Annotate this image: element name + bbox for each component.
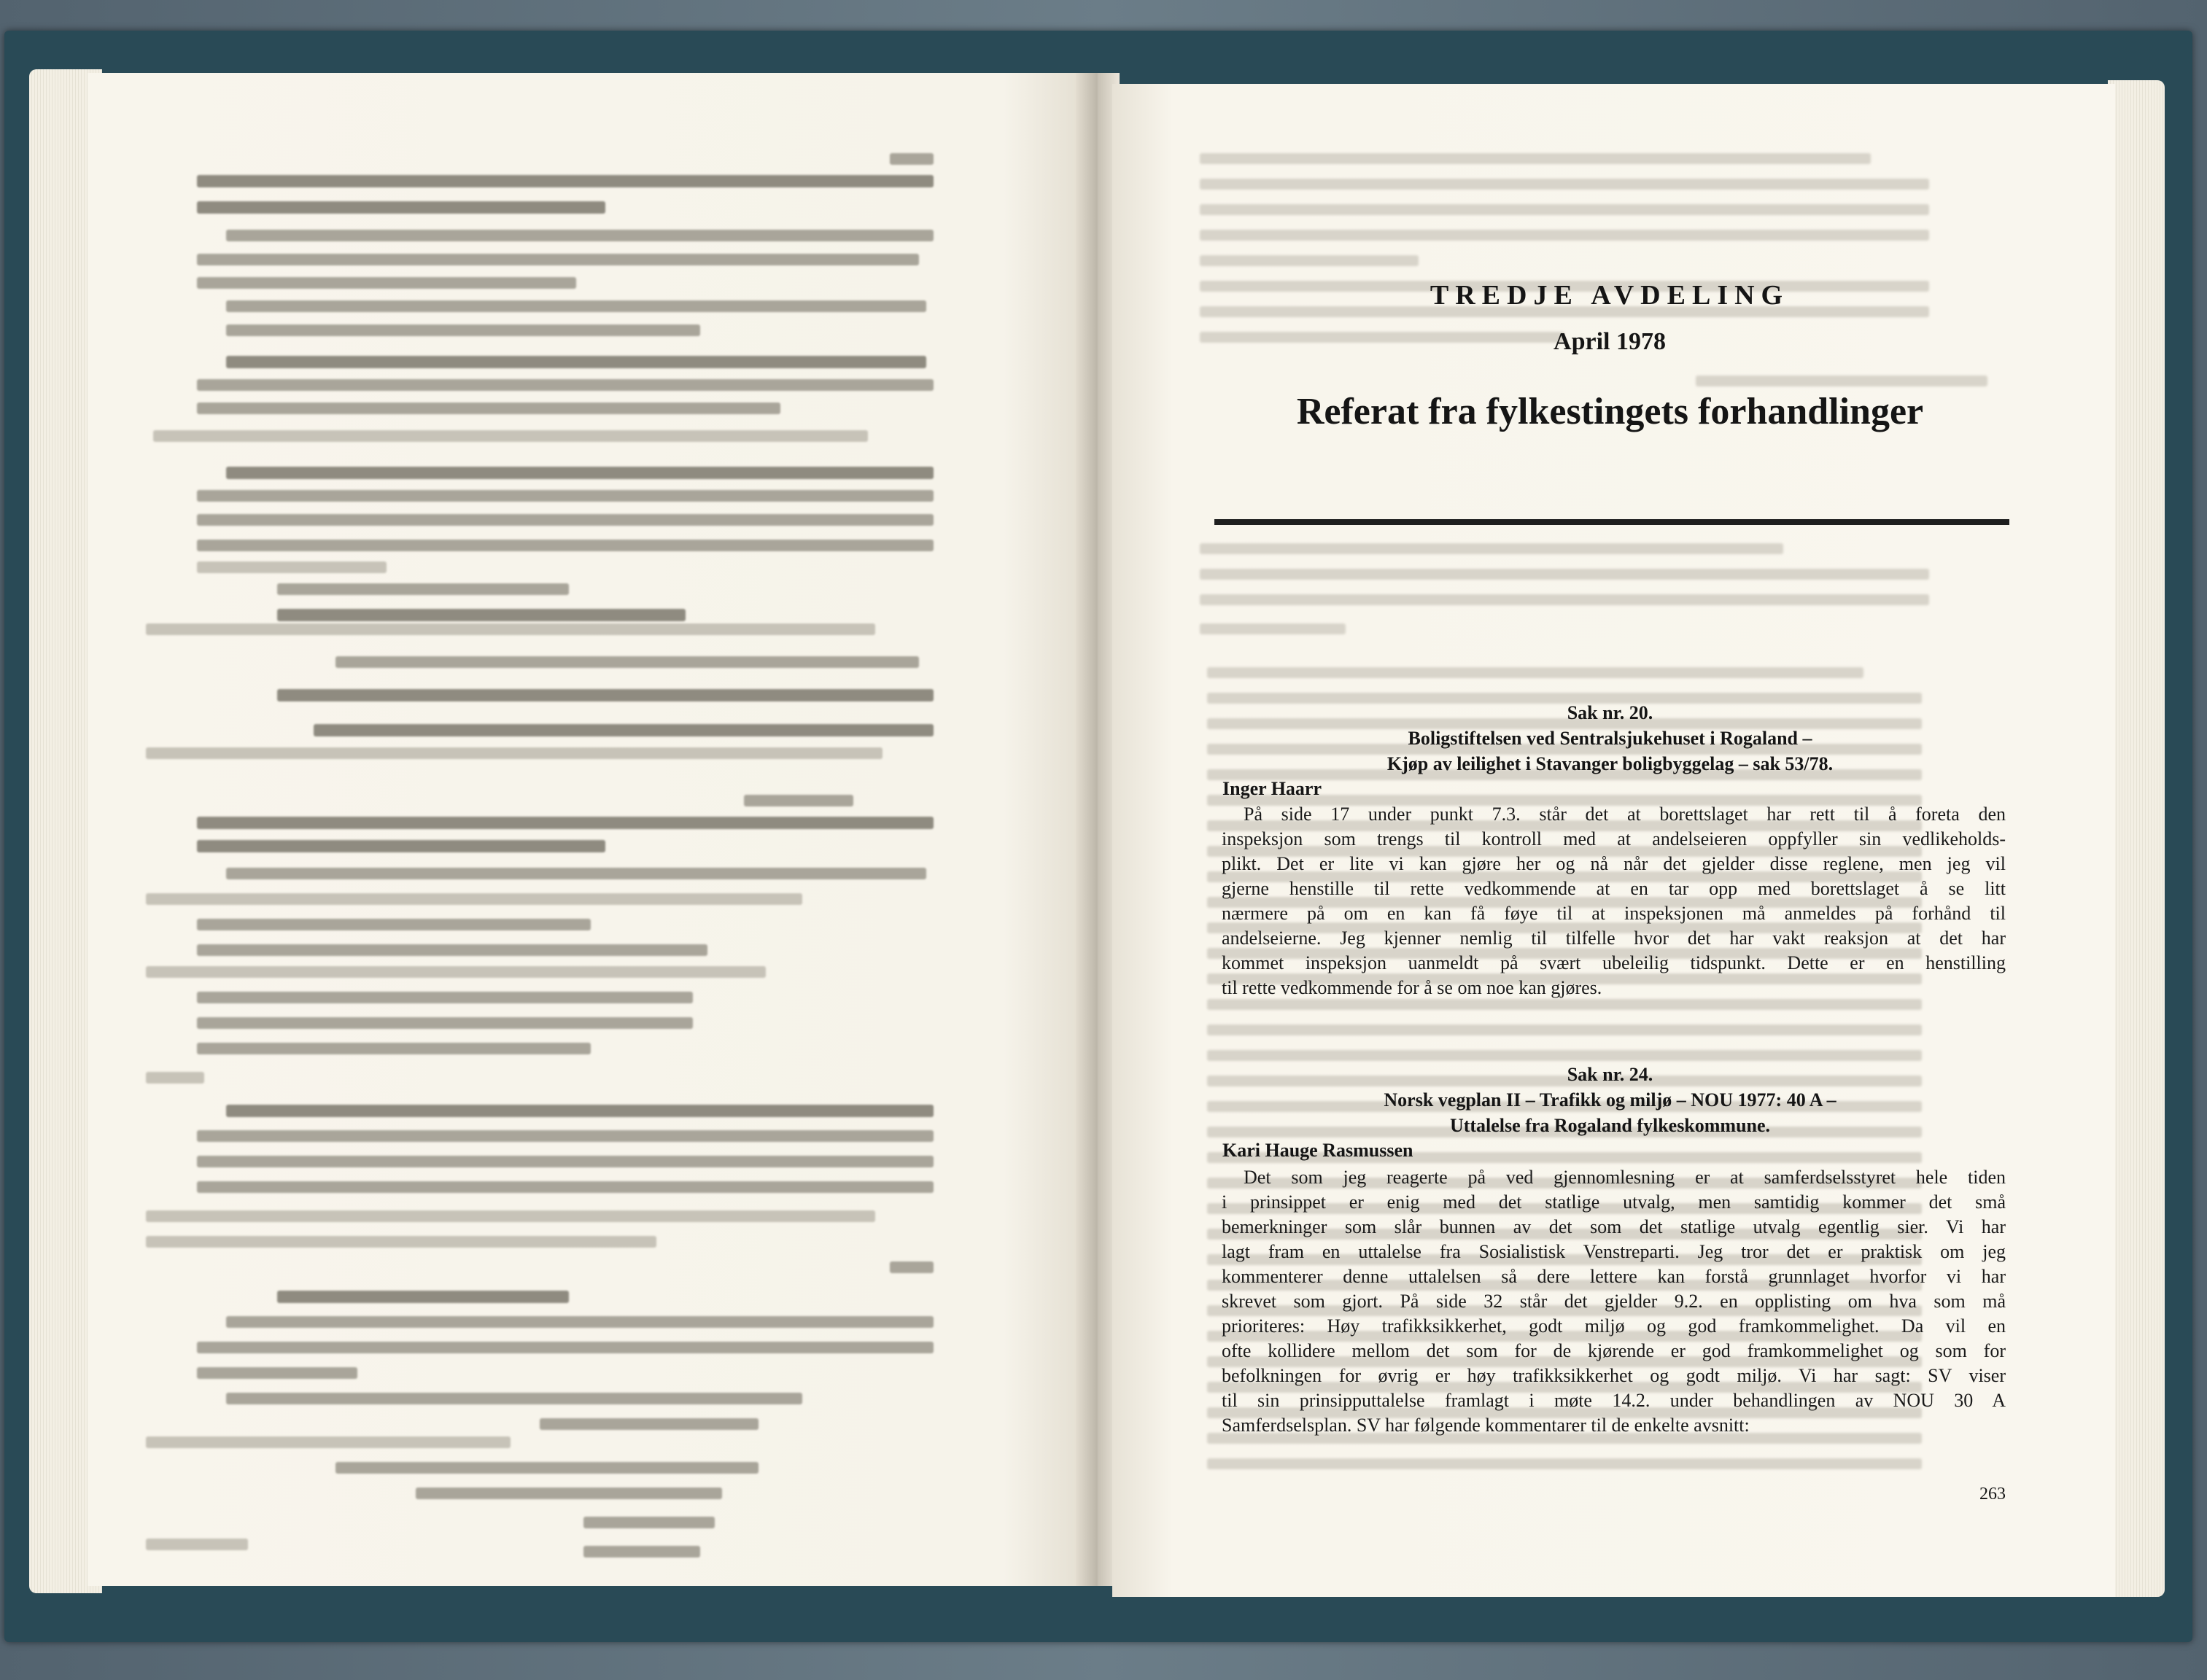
session-date: April 1978 bbox=[1554, 328, 1666, 355]
body-line: ofte kollidere mellom det som for de kjørende er god framkommelighet og som for bbox=[1222, 1340, 2006, 1361]
page-title: Referat fra fylkestingets forhandlinger bbox=[1296, 391, 1924, 432]
body-line: plikt. Det er lite vi kan gjøre her og nå når det gjelder disse reglene, men jeg vil bbox=[1222, 853, 2006, 874]
item-number: Sak nr. 20. bbox=[1567, 702, 1653, 723]
body-line: lagt fram en uttalelse fra Sosialistisk Venstreparti. Jeg tror det er praktisk om jeg bbox=[1222, 1241, 2006, 1262]
section-title: TREDJE AVDELING bbox=[1430, 280, 1790, 311]
speaker-name: Kari Hauge Rasmussen bbox=[1222, 1140, 1413, 1161]
left-page bbox=[88, 73, 1083, 1586]
body-line: prioriteres: Høy trafikksikkerhet, godt miljø og god framkommelighet. Da vil en bbox=[1222, 1315, 2006, 1337]
body-line: til sin prinsipputtalelse framlagt i møte 14.2. under behandlingen av NOU 30 A bbox=[1222, 1390, 2006, 1411]
item-heading-line: Norsk vegplan II – Trafikk og miljø – NOU 1977: 40 A – bbox=[1384, 1089, 1836, 1111]
body-line: nærmere på om en kan få føye til at inspeksjonen må anmeldes på forhånd til bbox=[1222, 903, 2006, 924]
body-line: kommet inspeksjon uanmeldt på svært ubeleilig tidspunkt. Dette er en henstilling bbox=[1222, 952, 2006, 973]
body-line: gjerne henstille til rette vedkommende at en tar opp med borettslaget å se litt bbox=[1222, 878, 2006, 899]
body-line: befolkningen for øvrig er høy trafikksikkerhet og godt miljø. Vi har sagt: SV viser bbox=[1222, 1365, 2006, 1386]
body-line: til rette vedkommende for å se om noe kan gjøres. bbox=[1222, 977, 1602, 998]
body-line: andelseierne. Jeg kjenner nemlig til tilfelle hvor det har vakt reaksjon at det har bbox=[1222, 928, 2006, 949]
item-number: Sak nr. 24. bbox=[1567, 1064, 1653, 1085]
body-line: Samferdselsplan. SV har følgende kommentarer til de enkelte avsnitt: bbox=[1222, 1415, 1750, 1436]
body-line: Det som jeg reagerte på ved gjennomlesning er at samferdselsstyret hele tiden bbox=[1244, 1167, 2006, 1188]
title-rule bbox=[1214, 519, 2009, 525]
body-line: inspeksjon som trengs til kontroll med at andelseieren oppfyller sin vedlikeholds- bbox=[1222, 828, 2006, 849]
body-line: kommenterer denne uttalelsen så dere lettere kan forstå grunnlaget hvorfor vi har bbox=[1222, 1266, 2006, 1287]
item-heading-line: Kjøp av leilighet i Stavanger boligbyggelag – sak 53/78. bbox=[1386, 753, 1834, 774]
page-edges-right bbox=[2108, 80, 2165, 1597]
body-line: i prinsippet er enig med det statlige utvalg, men samtidig kommer det små bbox=[1222, 1191, 2006, 1213]
speaker-name: Inger Haarr bbox=[1222, 778, 1322, 799]
item-heading-line: Boligstiftelsen ved Sentralsjukehuset i Rogaland – bbox=[1408, 728, 1812, 749]
body-line: bemerkninger som slår bunnen av det som det statlige utvalg egentlig sier. Vi har bbox=[1222, 1216, 2006, 1237]
item-heading-line: Uttalelse fra Rogaland fylkeskommune. bbox=[1449, 1115, 1771, 1136]
left-page-show-through bbox=[88, 73, 1083, 1586]
body-line: skrevet som gjort. På side 32 står det gjelder 9.2. en opplisting om hva som må bbox=[1222, 1291, 2006, 1312]
page-number: 263 bbox=[1979, 1485, 2006, 1504]
body-line: På side 17 under punkt 7.3. står det at borettslaget har rett til å foreta den bbox=[1244, 804, 2006, 825]
